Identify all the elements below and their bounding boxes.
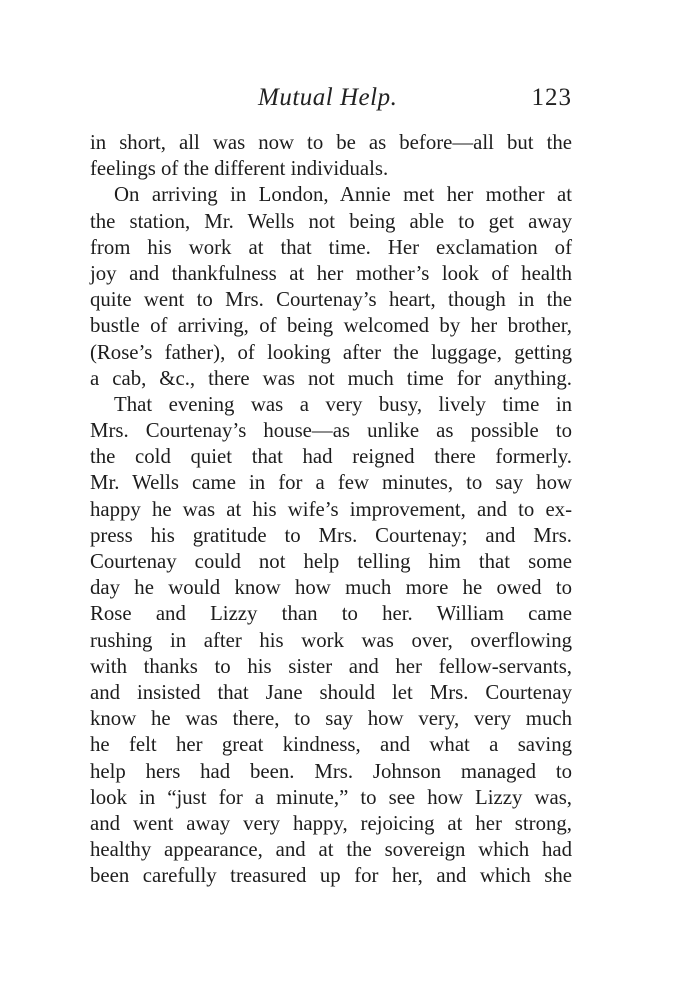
text-line: the cold quiet that had reigned there formerly. — [90, 445, 572, 469]
text-line: bustle of arriving, of being welcomed by her brother, — [90, 314, 572, 338]
text-line: look in “just for a minute,” to see how Lizzy was, — [90, 785, 572, 809]
text-line: been carefully treasured up for her, and which she — [90, 864, 572, 888]
page-number: 123 — [531, 84, 572, 111]
text-line: know he was there, to say how very, very much — [90, 707, 572, 731]
text-line: (Rose’s father), of looking after the luggage, getting — [90, 340, 572, 364]
text-line: joy and thankfulness at her mother’s look of health — [90, 261, 572, 285]
text-line: rushing in after his work was over, overflowing — [90, 628, 572, 652]
text-line: in short, all was now to be as before—all but the — [90, 131, 572, 154]
text-line: a cab, &c., there was not much time for anything. — [90, 366, 572, 390]
text-line: Courtenay could not help telling him that some — [90, 550, 572, 573]
text-line: from his work at that time. Her exclamation of — [90, 235, 572, 259]
text-line: press his gratitude to Mrs. Courtenay; and Mrs. — [90, 523, 572, 547]
text-line: quite went to Mrs. Courtenay’s heart, though in the — [90, 288, 572, 312]
text-line: Mrs. Courtenay’s house—as unlike as possible to — [90, 419, 572, 443]
running-title: Mutual Help. — [258, 84, 398, 111]
text-line: happy he was at his wife’s improvement, and to ex- — [90, 497, 572, 521]
text-line: That evening was a very busy, lively time in — [114, 392, 572, 416]
text-line: healthy appearance, and at the sovereign which had — [90, 838, 572, 862]
body-text — [90, 130, 572, 889]
text-line: help hers had been. Mrs. Johnson managed to — [90, 759, 572, 783]
text-line: Mr. Wells came in for a few minutes, to say how — [90, 471, 572, 495]
text-line: he felt her great kindness, and what a saving — [90, 733, 572, 757]
text-line: Rose and Lizzy than to her. William came — [90, 602, 572, 626]
text-line: the station, Mr. Wells not being able to get away — [90, 209, 572, 233]
text-line: and insisted that Jane should let Mrs. Courtenay — [90, 680, 572, 704]
text-line: with thanks to his sister and her fellow-servants, — [90, 654, 572, 678]
text-line: feelings of the different individuals. — [90, 157, 389, 181]
text-line: On arriving in London, Annie met her mother at — [114, 183, 572, 207]
text-line: day he would know how much more he owed to — [90, 576, 572, 600]
text-line: and went away very happy, rejoicing at her strong, — [90, 811, 572, 835]
running-head — [90, 84, 572, 118]
